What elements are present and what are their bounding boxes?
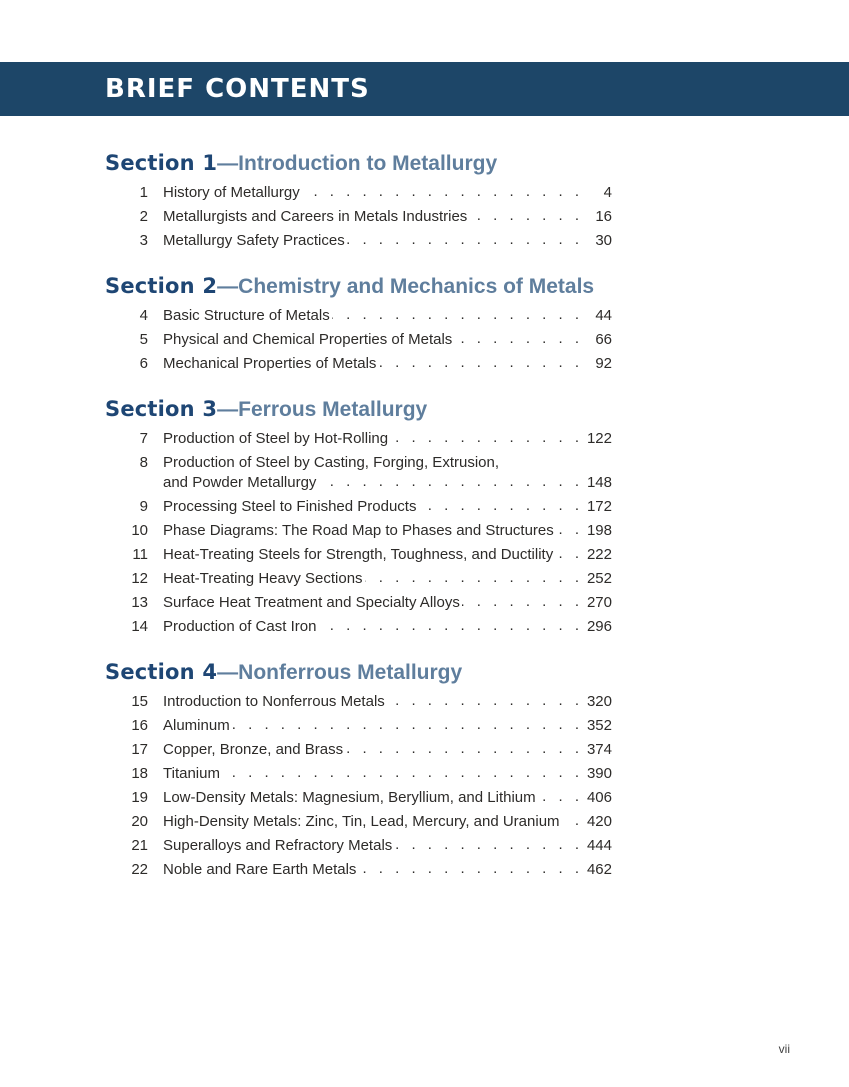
toc-entry-ch4 — [105, 306, 612, 326]
section-subtitle: —Introduction to Metallurgy — [217, 152, 498, 175]
dot-leader — [332, 306, 579, 326]
chapter-number: 5 — [139, 331, 148, 348]
toc-entry-ch12 — [105, 569, 612, 589]
folio-page-number: vii — [778, 1042, 790, 1056]
chapter-number: 18 — [131, 765, 148, 782]
toc-entry-ch14 — [105, 617, 612, 637]
chapter-number: 16 — [131, 717, 148, 734]
section-label: Section 1 — [105, 151, 218, 175]
toc-entry-ch22 — [105, 860, 612, 880]
section-subtitle: —Chemistry and Mechanics of Metals — [217, 275, 595, 298]
dot-leader — [347, 231, 579, 251]
chapter-title: History of Metallurgy — [163, 184, 300, 201]
chapter-title: Superalloys and Refractory Metals — [163, 837, 393, 854]
section-2-heading — [105, 273, 612, 300]
toc-entry-ch1 — [105, 183, 612, 203]
chapter-page: 390 — [586, 765, 612, 782]
chapter-page: 252 — [586, 570, 612, 587]
dot-leader — [302, 183, 579, 203]
section-4 — [105, 659, 612, 880]
chapter-title: Physical and Chemical Properties of Metals — [163, 331, 453, 348]
toc-entry-ch2 — [105, 207, 612, 227]
chapter-title: Basic Structure of Metals — [163, 307, 330, 324]
toc-entry-ch15 — [105, 692, 612, 712]
chapter-page: 406 — [586, 789, 612, 806]
section-3-heading — [105, 396, 612, 423]
chapter-title: Heat-Treating Heavy Sections — [163, 570, 363, 587]
chapter-title: Metallurgists and Careers in Metals Industries — [163, 208, 468, 225]
chapter-page: 462 — [586, 861, 612, 878]
dot-leader — [538, 788, 579, 808]
chapter-page: 92 — [595, 355, 612, 372]
chapter-title: Low-Density Metals: Magnesium, Beryllium, and Lithium — [163, 789, 536, 806]
section-1 — [105, 150, 612, 251]
chapter-page: 320 — [586, 693, 612, 710]
chapter-page: 30 — [595, 232, 612, 249]
chapter-number: 4 — [139, 307, 148, 324]
chapter-page: 296 — [586, 618, 612, 635]
chapter-title: Mechanical Properties of Metals — [163, 355, 377, 372]
section-3 — [105, 396, 612, 637]
chapter-page: 198 — [586, 522, 612, 539]
chapter-title: Production of Steel by Hot-Rolling — [163, 430, 389, 447]
chapter-number: 3 — [139, 232, 148, 249]
toc-entry-ch16 — [105, 716, 612, 736]
section-4-heading — [105, 659, 612, 686]
chapter-number: 14 — [131, 618, 148, 635]
dot-leader — [556, 521, 579, 541]
toc-entry-ch18 — [105, 764, 612, 784]
toc-entry-ch7 — [105, 429, 612, 449]
chapter-number: 7 — [139, 430, 148, 447]
dot-leader — [318, 473, 579, 493]
section-subtitle: —Nonferrous Metallurgy — [217, 661, 463, 684]
chapter-title: Phase Diagrams: The Road Map to Phases and Structures — [163, 522, 554, 539]
chapter-title: Introduction to Nonferrous Metals — [163, 693, 385, 710]
chapter-page: 352 — [586, 717, 612, 734]
toc-entry-ch17 — [105, 740, 612, 760]
chapter-title: Copper, Bronze, and Brass — [163, 741, 344, 758]
chapter-title: Processing Steel to Finished Products — [163, 498, 417, 515]
chapter-title: Surface Heat Treatment and Specialty Alloys — [163, 594, 460, 611]
contents-list — [105, 150, 612, 884]
dot-leader — [387, 692, 579, 712]
chapter-title: High-Density Metals: Zinc, Tin, Lead, Mercury, and Uranium — [163, 813, 560, 830]
toc-entry-ch3 — [105, 231, 612, 251]
dot-leader — [462, 593, 579, 613]
dot-leader — [469, 207, 579, 227]
chapter-page: 66 — [595, 331, 612, 348]
toc-entry-ch6 — [105, 354, 612, 374]
section-label: Section 2 — [105, 274, 218, 298]
section-label: Section 3 — [105, 397, 218, 421]
chapter-title-continued: and Powder Metallurgy — [163, 474, 317, 491]
dot-leader — [378, 354, 579, 374]
toc-entry-ch10 — [105, 521, 612, 541]
chapter-page: 444 — [586, 837, 612, 854]
chapter-number: 8 — [139, 454, 148, 471]
dot-leader — [232, 716, 579, 736]
chapter-number: 20 — [131, 813, 148, 830]
dot-leader — [358, 860, 579, 880]
chapter-number: 9 — [139, 498, 148, 515]
chapter-page: 222 — [586, 546, 612, 563]
dot-leader — [418, 497, 579, 517]
chapter-title: Noble and Rare Earth Metals — [163, 861, 357, 878]
dot-leader — [345, 740, 579, 760]
section-2 — [105, 273, 612, 374]
dot-leader — [365, 569, 579, 589]
chapter-number: 17 — [131, 741, 148, 758]
chapter-title: Metallurgy Safety Practices — [163, 232, 345, 249]
dot-leader — [222, 764, 579, 784]
dot-leader — [394, 836, 579, 856]
dot-leader — [318, 617, 579, 637]
chapter-number: 12 — [131, 570, 148, 587]
dot-leader — [562, 812, 579, 832]
toc-entry-ch19 — [105, 788, 612, 808]
chapter-number: 21 — [131, 837, 148, 854]
chapter-page: 148 — [586, 474, 612, 491]
toc-entry-ch8-line2 — [105, 473, 612, 493]
header-band — [0, 62, 849, 116]
chapter-title: Heat-Treating Steels for Strength, Toughness, and Ductility — [163, 546, 554, 563]
dot-leader — [555, 545, 579, 565]
section-subtitle: —Ferrous Metallurgy — [217, 398, 428, 421]
chapter-page: 270 — [586, 594, 612, 611]
toc-entry-ch8-line1 — [105, 453, 612, 473]
chapter-number: 13 — [131, 594, 148, 611]
toc-entry-ch20 — [105, 812, 612, 832]
chapter-title: Production of Cast Iron — [163, 618, 317, 635]
chapter-page: 420 — [586, 813, 612, 830]
chapter-number: 1 — [139, 184, 148, 201]
toc-entry-ch9 — [105, 497, 612, 517]
chapter-page: 122 — [586, 430, 612, 447]
chapter-page: 374 — [586, 741, 612, 758]
toc-entry-ch11 — [105, 545, 612, 565]
section-label: Section 4 — [105, 660, 218, 684]
chapter-page: 4 — [603, 184, 612, 201]
toc-entry-ch13 — [105, 593, 612, 613]
chapter-title: Titanium — [163, 765, 220, 782]
toc-entry-ch21 — [105, 836, 612, 856]
chapter-page: 16 — [595, 208, 612, 225]
toc-entry-ch5 — [105, 330, 612, 350]
chapter-number: 6 — [139, 355, 148, 372]
chapter-number: 11 — [132, 546, 148, 563]
chapter-number: 10 — [131, 522, 148, 539]
chapter-page: 172 — [586, 498, 612, 515]
chapter-number: 19 — [131, 789, 148, 806]
chapter-title: Production of Steel by Casting, Forging, Extrusion, — [163, 454, 500, 471]
chapter-number: 2 — [139, 208, 148, 225]
dot-leader — [390, 429, 579, 449]
dot-leader — [454, 330, 579, 350]
chapter-page: 44 — [595, 307, 612, 324]
page-title: BRIEF CONTENTS — [105, 74, 370, 104]
chapter-number: 22 — [131, 861, 148, 878]
chapter-number: 15 — [131, 693, 148, 710]
section-1-heading — [105, 150, 612, 177]
chapter-title: Aluminum — [163, 717, 230, 734]
